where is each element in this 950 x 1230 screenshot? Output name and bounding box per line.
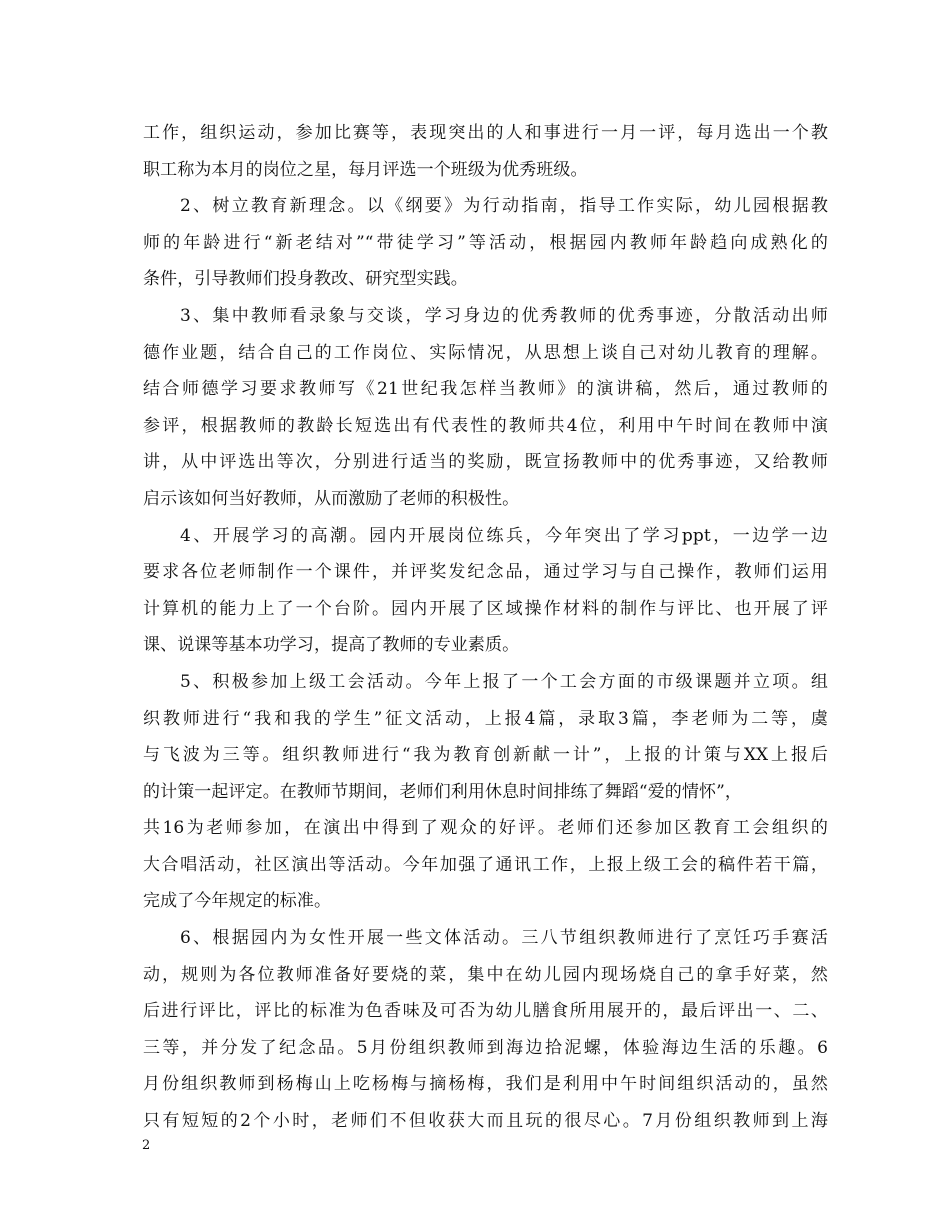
text-line: 要求各位老师制作一个课件，并评奖发纪念品，通过学习与自己操作，教师们运用 xyxy=(143,562,828,583)
text-line: 师的年龄进行“新老结对”“带徒学习”等活动，根据园内教师年龄趋向成熟化的 xyxy=(143,232,828,253)
text-line: 大合唱活动，社区演出等活动。今年加强了通讯工作，上报上级工会的稿件若干篇， xyxy=(143,854,828,875)
paragraph-first-line: 6、根据园内为女性开展一些文体活动。三八节组织教师进行了烹饪巧手赛活 xyxy=(180,928,828,949)
text-line: 结合师德学习要求教师写《21世纪我怎样当教师》的演讲稿，然后，通过教师的 xyxy=(143,379,828,400)
text-line: 与飞波为三等。组织教师进行“我为教育创新献一计”，上报的计策与XX上报后 xyxy=(143,745,828,766)
text-line: 共16为老师参加，在演出中得到了观众的好评。老师们还参加区教育工会组织的 xyxy=(143,818,828,839)
text-line: 计算机的能力上了一个台阶。园内开展了区域操作材料的制作与评比、也开展了评 xyxy=(143,598,828,619)
text-line: 讲，从中评选出等次，分别进行适当的奖励，既宣扬教师中的优秀事迹，又给教师 xyxy=(143,452,828,473)
text-line: 月份组织教师到杨梅山上吃杨梅与摘杨梅，我们是利用中午时间组织活动的，虽然 xyxy=(143,1074,828,1095)
text-line: 只有短短的2个小时，老师们不但收获大而且玩的很尽心。7月份组织教师到上海 xyxy=(143,1111,828,1132)
text-line: 织教师进行“我和我的学生”征文活动，上报4篇，录取3篇，李老师为二等，虞 xyxy=(143,708,828,729)
text-line: 动，规则为各位教师准备好要烧的菜，集中在幼儿园内现场烧自己的拿手好菜，然 xyxy=(143,964,828,985)
text-line: 后进行评比，评比的标准为色香味及可否为幼儿膳食所用展开的，最后评出一、二、 xyxy=(143,1001,828,1022)
text-line: 德作业题，结合自己的工作岗位、实际情况，从思想上谈自己对幼儿教育的理解。 xyxy=(143,342,828,363)
text-line: 职工称为本月的岗位之星，每月评选一个班级为优秀班级。 xyxy=(143,159,588,180)
text-line: 启示该如何当好教师，从而激励了老师的积极性。 xyxy=(143,488,520,509)
text-line: 工作，组织运动，参加比赛等，表现突出的人和事进行一月一评，每月选出一个教 xyxy=(143,123,828,143)
text-line: 参评，根据教师的教龄长短选出有代表性的教师共4位，利用中午时间在教师中演 xyxy=(143,415,828,436)
paragraph-first-line: 3、集中教师看录象与交谈，学习身边的优秀教师的优秀事迹，分散活动出师 xyxy=(180,305,828,326)
document-body xyxy=(143,115,828,1140)
text-line: 课、说课等基本功学习，提高了教师的专业素质。 xyxy=(143,635,520,656)
text-line: 的计策一起评定。在教师节期间，老师们利用休息时间排练了舞蹈“爱的情怀”， xyxy=(143,781,742,802)
paragraph-first-line: 4、开展学习的高潮。园内开展岗位练兵，今年突出了学习ppt，一边学一边 xyxy=(180,525,828,546)
text-line: 完成了今年规定的标准。 xyxy=(143,891,332,912)
paragraph-first-line: 5、积极参加上级工会活动。今年上报了一个工会方面的市级课题并立项。组 xyxy=(180,671,828,692)
page-number: 2 xyxy=(142,1138,151,1153)
paragraph-first-line: 2、树立教育新理念。以《纲要》为行动指南，指导工作实际，幼儿园根据教 xyxy=(180,196,828,217)
text-line: 三等，并分发了纪念品。5月份组织教师到海边拾泥螺，体验海边生活的乐趣。6 xyxy=(143,1037,828,1058)
text-line: 条件，引导教师们投身教改、研究型实践。 xyxy=(143,269,468,290)
